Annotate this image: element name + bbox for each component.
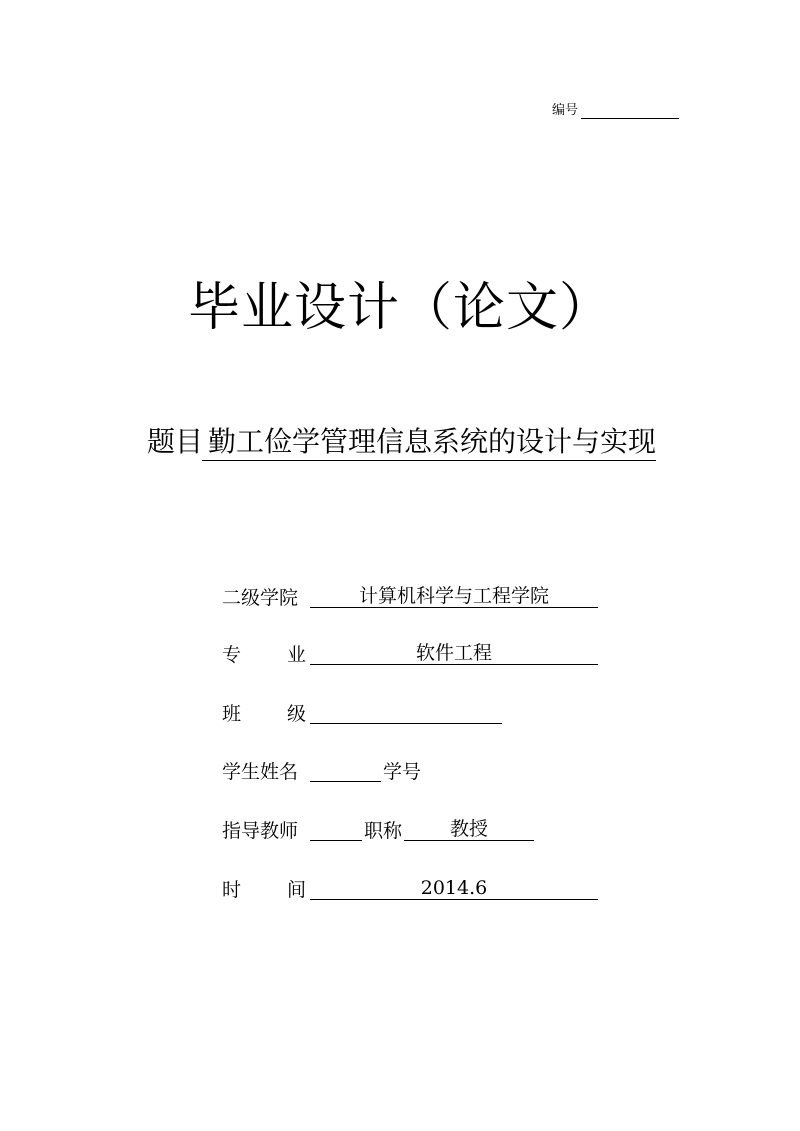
student-id-label: 学号	[383, 761, 422, 783]
time-label-1: 时	[222, 879, 242, 901]
class-label-1: 班	[222, 703, 242, 725]
advisor-underline	[310, 840, 362, 841]
serial-number-field	[581, 118, 679, 119]
college-value: 计算机科学与工程学院	[358, 585, 549, 607]
topic-value: 勤工俭学管理信息系统的设计与实现	[202, 424, 656, 461]
college-label: 二级学院	[222, 587, 299, 609]
time-value: 2014.6	[420, 877, 488, 899]
student-name-label: 学生姓名	[222, 761, 299, 783]
rank-label: 职称	[364, 820, 403, 842]
student-name-underline	[310, 781, 381, 782]
advisor-label: 指导教师	[222, 820, 299, 842]
major-label-2: 业	[287, 644, 307, 666]
page-title: 毕业设计（论文）	[187, 278, 612, 338]
major-label-1: 专	[222, 644, 242, 666]
major-value: 软件工程	[415, 642, 492, 664]
class-label-2: 级	[287, 703, 307, 725]
topic-label: 题目	[147, 425, 204, 458]
rank-value: 教授	[449, 818, 488, 840]
time-label-2: 间	[287, 879, 307, 901]
class-underline	[310, 723, 502, 724]
serial-number-label: 编号	[552, 103, 579, 118]
